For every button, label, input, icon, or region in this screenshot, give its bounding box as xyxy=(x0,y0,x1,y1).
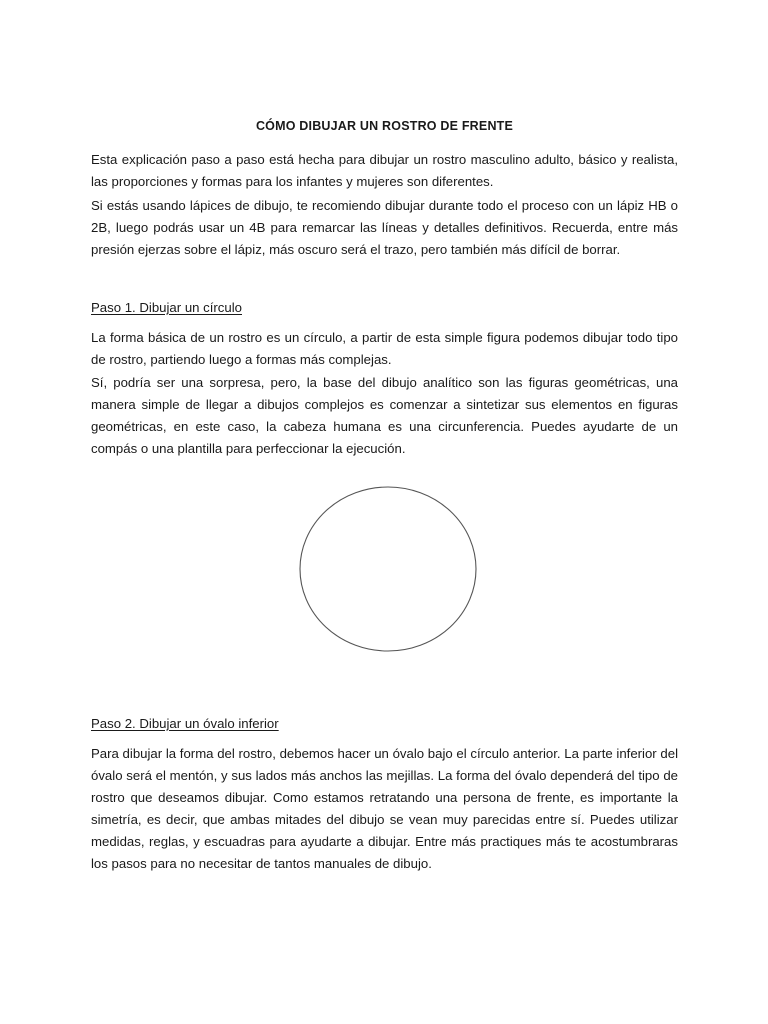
intro-paragraph-1: Esta explicación paso a paso está hecha para dibujar un rostro masculino adulto, básico y realista, las proporciones y formas para los infantes y mujeres son diferentes. xyxy=(91,152,678,189)
step-1-paragraph-2: Sí, podría ser una sorpresa, pero, la base del dibujo analítico son las figuras geométricas, una manera simple de llegar a dibujos complejos es comenzar a sintetizar sus elementos en figuras geométricas, en este caso, la cabeza humana es una circunferencia. Puedes ayudarte de un compás o una plantilla para perfeccionar la ejecución. xyxy=(91,375,678,456)
step-2-paragraph-1: Para dibujar la forma del rostro, debemos hacer un óvalo bajo el círculo anterior. La parte inferior del óvalo será el mentón, y sus lados más anchos las mejillas. La forma del óvalo dependerá del tipo de rostro que deseamos dibujar. Como estamos retratando una persona de frente, es importante la simetría, es decir, que ambas mitades del dibujo se vean muy parecidas entre sí. Puedes utilizar medidas, reglas, y escuadras para ayudarte a dibujar. Entre más practiques más te acostumbraras los pasos para no necesitar de tantos manuales de dibujo. xyxy=(91,746,678,871)
circle-shape xyxy=(300,487,476,651)
page-title: CÓMO DIBUJAR UN ROSTRO DE FRENTE xyxy=(255,119,514,133)
circle-drawing xyxy=(299,486,479,654)
step-1-heading: Paso 1. Dibujar un círculo xyxy=(91,300,242,315)
intro-paragraph-2: Si estás usando lápices de dibujo, te recomiendo dibujar durante todo el proceso con un lápiz HB o 2B, luego podrás usar un 4B para remarcar las líneas y detalles definitivos. Recuerda, entre más presión ejerzas sobre el lápiz, más oscuro será el trazo, pero también más difícil de borrar. xyxy=(91,198,678,257)
step-2-heading: Paso 2. Dibujar un óvalo inferior xyxy=(91,716,279,731)
step-1-paragraph-1: La forma básica de un rostro es un círculo, a partir de esta simple figura podemos dibujar todo tipo de rostro, partiendo luego a formas más complejas. xyxy=(91,330,678,367)
